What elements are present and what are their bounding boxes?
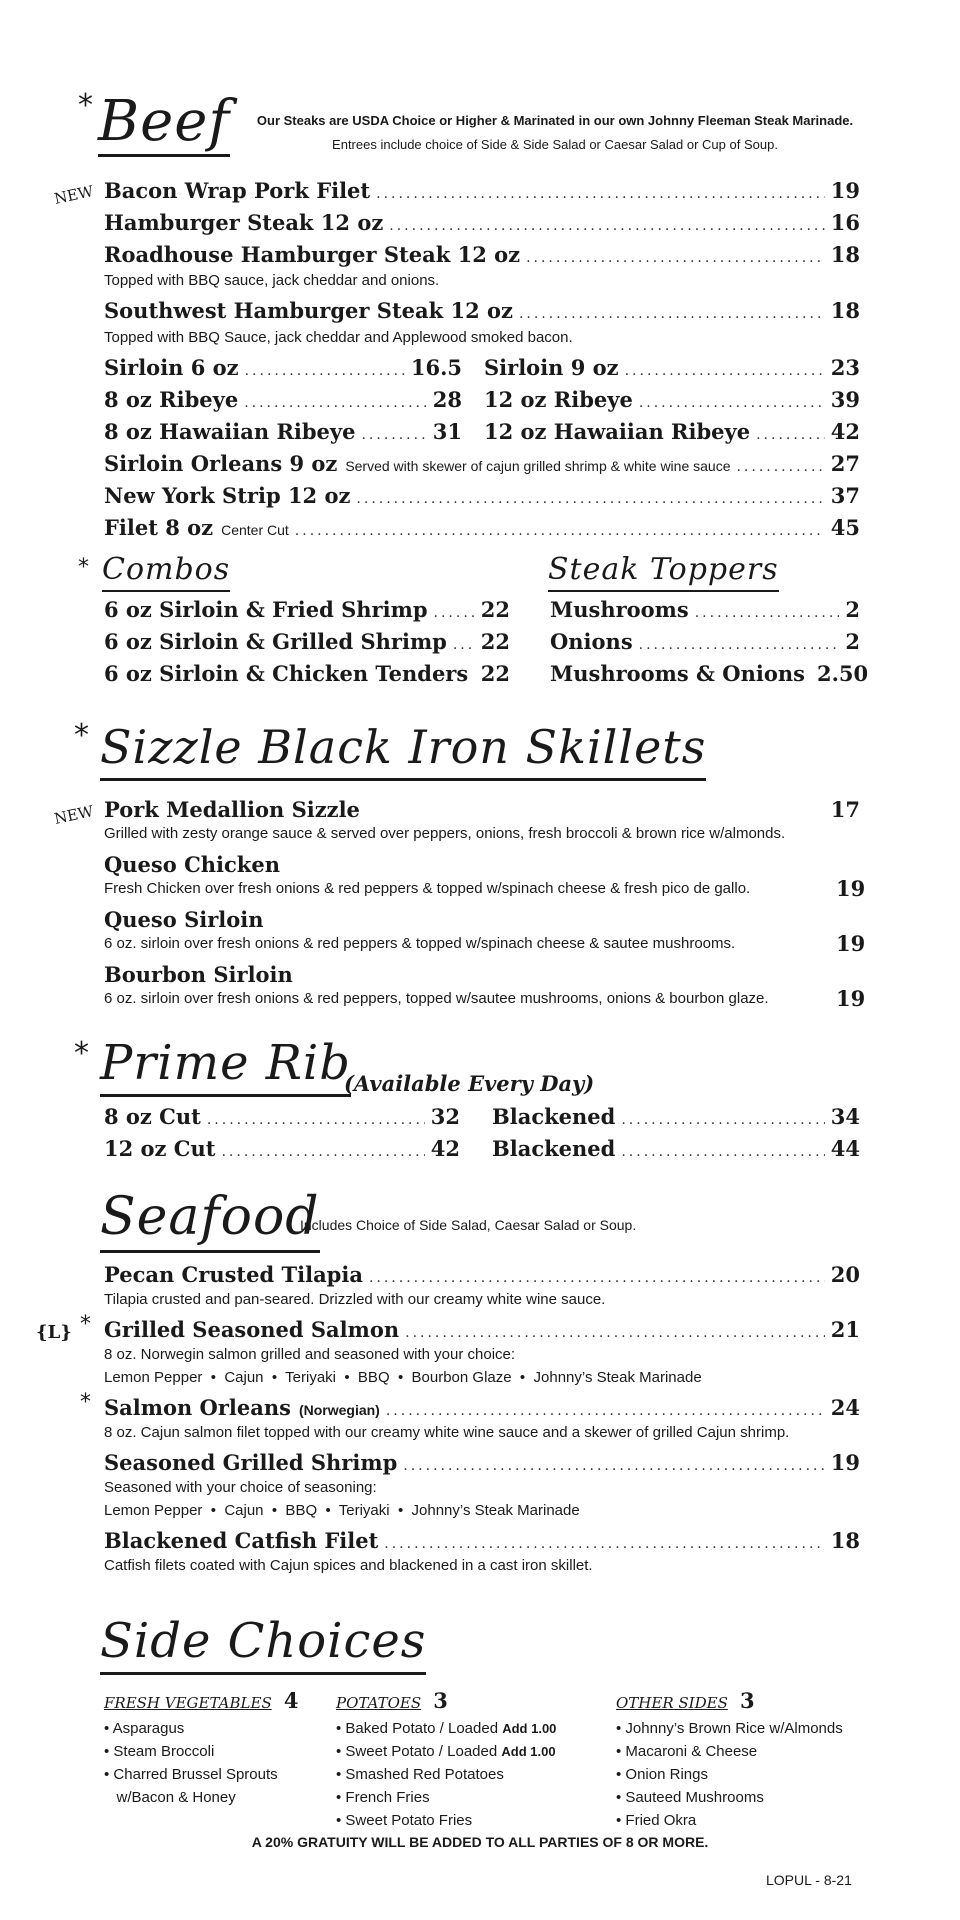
item-name: 8 oz Hawaiian Ribeye xyxy=(104,419,356,444)
side-item xyxy=(336,1740,586,1763)
leader-dots xyxy=(403,1458,825,1474)
beef-note-2: Entrees include choice of Side & Side Salad or Caesar Salad or Cup of Soup. xyxy=(332,137,778,152)
item-price: 19 xyxy=(836,931,866,956)
item-name: 8 oz Ribeye xyxy=(104,387,239,412)
item-note: Served with skewer of cajun grilled shrimp & white wine sauce xyxy=(345,458,731,474)
menu-item xyxy=(484,387,860,412)
menu-item xyxy=(104,483,860,508)
side-item: • Onion Rings xyxy=(616,1766,708,1783)
leader-dots xyxy=(434,605,475,621)
item-price: 45 xyxy=(830,515,860,540)
leader-dots xyxy=(756,427,825,443)
leader-dots xyxy=(405,1325,825,1341)
menu-item xyxy=(104,629,510,654)
menu-item xyxy=(104,355,462,380)
item-description: Topped with BBQ Sauce, jack cheddar and Applewood smoked bacon. xyxy=(104,329,573,346)
item-note: Center Cut xyxy=(221,522,289,538)
item-name: Queso Chicken xyxy=(104,852,280,877)
beef-heading: Beef xyxy=(98,92,230,157)
item-name: Sirloin 9 oz xyxy=(484,355,619,380)
item-description: Fresh Chicken over fresh onions & red peppers & topped w/spinach cheese & fresh pico de gallo. xyxy=(104,880,751,897)
item-name: Filet 8 oz xyxy=(104,515,214,540)
item-price: 19 xyxy=(830,178,860,203)
item-price: 16.5 xyxy=(410,355,462,380)
item-price: 42 xyxy=(430,1136,460,1161)
item-price: 22 xyxy=(480,661,510,686)
side-item: • Johnny’s Brown Rice w/Almonds xyxy=(616,1720,843,1737)
menu-item xyxy=(104,962,293,987)
category-price: 3 xyxy=(740,1688,755,1713)
item-description: Tilapia crusted and pan-seared. Drizzled with our creamy white wine sauce. xyxy=(104,1291,606,1308)
leader-dots xyxy=(639,395,825,411)
menu-item xyxy=(104,1104,460,1129)
side-item: • Asparagus xyxy=(104,1720,185,1737)
category-label: POTATOES xyxy=(336,1694,422,1712)
leader-dots xyxy=(369,1270,825,1286)
potatoes-column xyxy=(336,1688,586,1832)
asterisk: * xyxy=(80,1390,91,1415)
leader-dots xyxy=(207,1112,425,1128)
menu-item xyxy=(104,298,860,323)
steak-toppers-heading: Steak Toppers xyxy=(548,552,779,592)
menu-item xyxy=(104,907,264,932)
item-name: Blackened xyxy=(492,1136,616,1161)
item-name: New York Strip 12 oz xyxy=(104,483,351,508)
item-description: 8 oz. Norwegin salmon grilled and seasoned with your choice: xyxy=(104,1346,516,1363)
item-description: 8 oz. Cajun salmon filet topped with our creamy white wine sauce and a skewer of grilled Cajun shrimp. xyxy=(104,1424,790,1441)
item-price: 24 xyxy=(830,1395,860,1420)
item-name: Onions xyxy=(550,629,633,654)
topper-item xyxy=(550,597,860,622)
item-price: 19 xyxy=(836,986,866,1011)
side-item: • Macaroni & Cheese xyxy=(616,1743,758,1760)
combos-heading: Combos xyxy=(102,552,230,592)
side-item xyxy=(336,1717,586,1740)
item-price: 22 xyxy=(480,597,510,622)
item-price: 23 xyxy=(830,355,860,380)
beef-note-1: Our Steaks are USDA Choice or Higher & Marinated in our own Johnny Fleeman Steak Marinade. xyxy=(256,113,854,128)
menu-item xyxy=(104,661,510,686)
seasoning-options: Lemon Pepper • Cajun • Teriyaki • BBQ • Bourbon Glaze • Johnny’s Steak Marinade xyxy=(104,1369,702,1386)
item-description: Seasoned with your choice of seasoning: xyxy=(104,1479,377,1496)
item-name: Salmon Orleans xyxy=(104,1395,291,1420)
item-name: Blackened Catfish Filet xyxy=(104,1528,379,1553)
leader-dots xyxy=(639,637,840,653)
asterisk: * xyxy=(74,718,89,753)
category-label: OTHER SIDES xyxy=(616,1694,728,1712)
item-name: Hamburger Steak 12 oz xyxy=(104,210,384,235)
leader-dots xyxy=(736,459,824,475)
category-price: 3 xyxy=(433,1688,448,1713)
item-price: 28 xyxy=(432,387,462,412)
prime-rib-subtitle: (Available Every Day) xyxy=(344,1071,595,1096)
item-price: 18 xyxy=(830,242,860,267)
leader-dots xyxy=(356,491,824,507)
menu-code: LOPUL - 8-21 xyxy=(766,1872,852,1888)
item-price: 39 xyxy=(830,387,860,412)
menu-item xyxy=(484,355,860,380)
menu-item xyxy=(104,797,860,822)
menu-item xyxy=(104,419,462,444)
menu-item xyxy=(104,210,860,235)
leader-dots xyxy=(386,1403,825,1419)
item-name: 6 oz Sirloin & Chicken Tenders xyxy=(104,661,469,686)
add-on-price: Add 1.00 xyxy=(502,1721,557,1736)
asterisk: * xyxy=(74,1036,89,1071)
leader-dots xyxy=(384,1536,824,1552)
side-item: • Smashed Red Potatoes xyxy=(336,1766,504,1783)
item-price: 21 xyxy=(830,1317,860,1342)
leader-dots xyxy=(474,669,475,685)
item-price: 2 xyxy=(845,629,860,654)
leader-dots xyxy=(625,363,825,379)
item-price: 16 xyxy=(830,210,860,235)
menu-item xyxy=(104,852,280,877)
leader-dots xyxy=(519,306,825,322)
item-price: 32 xyxy=(430,1104,460,1129)
add-on-price: Add 1.00 xyxy=(501,1744,556,1759)
item-description: 6 oz. sirloin over fresh onions & red peppers, topped w/sautee mushrooms, onions & bourbon glaze. xyxy=(104,990,769,1007)
item-description: Topped with BBQ sauce, jack cheddar and onions. xyxy=(104,272,440,289)
menu-item xyxy=(104,1317,860,1342)
leader-dots xyxy=(221,1144,424,1160)
item-name: Roadhouse Hamburger Steak 12 oz xyxy=(104,242,521,267)
item-price: 18 xyxy=(830,298,860,323)
menu-item xyxy=(104,451,860,476)
item-price: 34 xyxy=(830,1104,860,1129)
lunch-marker: {L} xyxy=(36,1322,72,1343)
item-price: 18 xyxy=(830,1528,860,1553)
seasoning-options: Lemon Pepper • Cajun • BBQ • Teriyaki • Johnny’s Steak Marinade xyxy=(104,1502,580,1519)
menu-item xyxy=(104,1450,860,1475)
item-price: 37 xyxy=(830,483,860,508)
leader-dots xyxy=(295,523,825,539)
item-description: Catfish filets coated with Cajun spices and blackened in a cast iron skillet. xyxy=(104,1557,593,1574)
other-sides-column xyxy=(616,1688,876,1832)
leader-dots xyxy=(245,363,405,379)
item-price: 22 xyxy=(480,629,510,654)
side-choices-heading: Side Choices xyxy=(100,1612,426,1675)
item-price: 20 xyxy=(830,1262,860,1287)
leader-dots xyxy=(621,1144,824,1160)
item-name: Bourbon Sirloin xyxy=(104,962,293,987)
menu-item xyxy=(492,1104,860,1129)
menu-item xyxy=(104,387,462,412)
side-item: w/Bacon & Honey xyxy=(104,1789,236,1806)
item-price: 42 xyxy=(830,419,860,444)
asterisk: * xyxy=(80,1312,91,1337)
side-item: • Sauteed Mushrooms xyxy=(616,1789,764,1806)
item-name: Bacon Wrap Pork Filet xyxy=(104,178,371,203)
item-name: Mushrooms xyxy=(550,597,689,622)
prime-rib-heading: Prime Rib xyxy=(100,1034,351,1097)
skillets-heading: Sizzle Black Iron Skillets xyxy=(100,718,706,781)
item-name: 12 oz Ribeye xyxy=(484,387,633,412)
item-price: 2 xyxy=(845,597,860,622)
category-label: FRESH VEGETABLES xyxy=(104,1694,272,1712)
item-price: 17 xyxy=(830,797,860,822)
leader-dots xyxy=(244,395,427,411)
menu-item xyxy=(104,1262,860,1287)
side-item: • French Fries xyxy=(336,1789,430,1806)
topper-item xyxy=(550,629,860,654)
menu-item xyxy=(492,1136,860,1161)
item-price: 27 xyxy=(830,451,860,476)
menu-item xyxy=(104,178,860,203)
item-name: Southwest Hamburger Steak 12 oz xyxy=(104,298,513,323)
side-item: • Steam Broccoli xyxy=(104,1743,215,1760)
item-price: 19 xyxy=(830,1450,860,1475)
menu-item xyxy=(104,597,510,622)
menu-item xyxy=(104,1528,860,1553)
item-price: 44 xyxy=(830,1136,860,1161)
new-badge: NEW xyxy=(52,802,95,828)
leader-dots xyxy=(361,427,426,443)
item-name: Mushrooms & Onions xyxy=(550,661,805,686)
seafood-heading: Seafood xyxy=(100,1186,320,1253)
leader-dots xyxy=(453,637,475,653)
menu-item xyxy=(104,515,860,540)
item-name: Sirloin 6 oz xyxy=(104,355,239,380)
menu-item xyxy=(104,242,860,267)
item-name: Grilled Seasoned Salmon xyxy=(104,1317,400,1342)
item-name: 8 oz Cut xyxy=(104,1104,201,1129)
item-name: Sirloin Orleans 9 oz xyxy=(104,451,338,476)
item-price: 19 xyxy=(836,876,866,901)
vegetables-column xyxy=(104,1688,324,1809)
side-item: • Sweet Potato Fries xyxy=(336,1812,473,1829)
item-name: 12 oz Hawaiian Ribeye xyxy=(484,419,751,444)
item-price: 2.50 xyxy=(816,661,869,686)
item-name: Pork Medallion Sizzle xyxy=(104,797,360,822)
item-name: 12 oz Cut xyxy=(104,1136,216,1161)
menu-item xyxy=(484,419,860,444)
item-description: Grilled with zesty orange sauce & served over peppers, onions, fresh broccoli & brown rice w/almonds. xyxy=(104,825,786,842)
item-name: 6 oz Sirloin & Fried Shrimp xyxy=(104,597,428,622)
item-name: Seasoned Grilled Shrimp xyxy=(104,1450,398,1475)
item-price: 31 xyxy=(432,419,462,444)
side-item-label: • Baked Potato / Loaded xyxy=(336,1720,503,1737)
item-name: 6 oz Sirloin & Grilled Shrimp xyxy=(104,629,447,654)
asterisk: * xyxy=(78,555,89,580)
menu-item xyxy=(104,1395,860,1420)
item-name: Blackened xyxy=(492,1104,616,1129)
seafood-note: Includes Choice of Side Salad, Caesar Salad or Soup. xyxy=(300,1217,637,1233)
topper-item xyxy=(550,661,869,686)
item-name: Pecan Crusted Tilapia xyxy=(104,1262,363,1287)
side-item-label: • Sweet Potato / Loaded xyxy=(336,1743,502,1760)
menu-item xyxy=(104,1136,460,1161)
leader-dots xyxy=(526,250,825,266)
new-badge: NEW xyxy=(52,182,95,208)
item-note: (Norwegian) xyxy=(298,1402,380,1418)
item-name: Queso Sirloin xyxy=(104,907,264,932)
leader-dots xyxy=(376,186,825,202)
asterisk: * xyxy=(78,88,93,123)
side-item: • Charred Brussel Sprouts xyxy=(104,1766,278,1783)
gratuity-notice: A 20% GRATUITY WILL BE ADDED TO ALL PARTIES OF 8 OR MORE. xyxy=(251,1834,709,1850)
leader-dots xyxy=(695,605,840,621)
leader-dots xyxy=(621,1112,824,1128)
leader-dots xyxy=(389,218,825,234)
category-price: 4 xyxy=(283,1688,299,1713)
side-item: • Fried Okra xyxy=(616,1812,697,1829)
item-description: 6 oz. sirloin over fresh onions & red peppers & topped w/spinach cheese & sautee mushrooms. xyxy=(104,935,736,952)
